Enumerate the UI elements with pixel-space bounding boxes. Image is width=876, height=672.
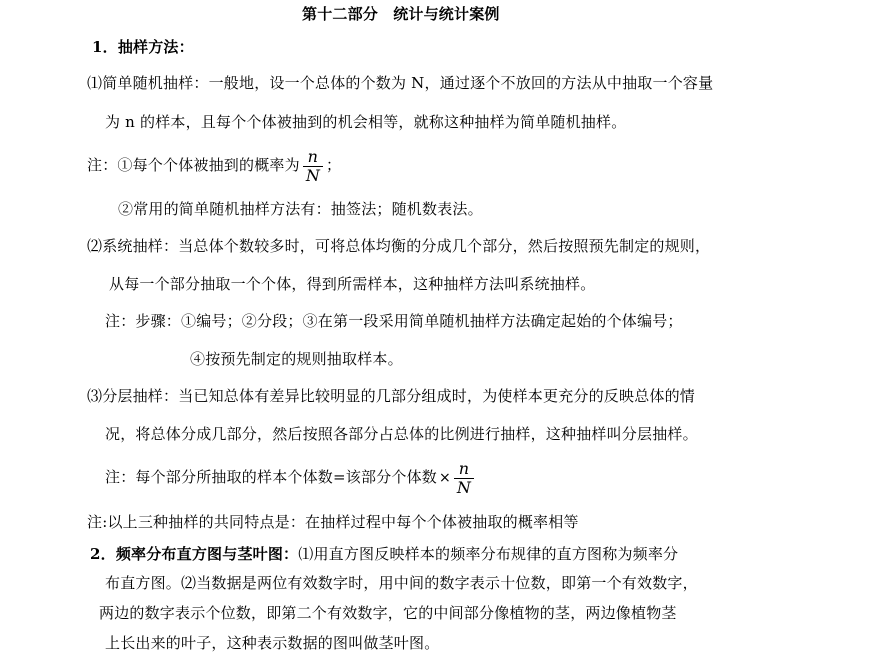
note-stratified-count <box>105 458 477 497</box>
section-2-line-4: 上长出来的叶子，这种表示数据的图叫做茎叶图。 <box>105 634 440 652</box>
fraction-denominator: N <box>303 166 323 185</box>
fraction-n-over-N-2 <box>454 460 474 497</box>
fraction-denominator-2: N <box>454 478 474 497</box>
note-probability-text: 注：①每个个体被抽到的概率为 <box>87 156 300 174</box>
section-2-line-2: 布直方图。⑵当数据是两位有效数字时，用中间的数字表示十位数，即第一个有效数字， <box>105 574 698 592</box>
section-2-line-3: 两边的数字表示个位数，即第二个有效数字，它的中间部分像植物的茎，两边像植物茎 <box>99 604 677 622</box>
systematic-steps-line-1: 注：步骤：①编号；②分段；③在第一段采用简单随机抽样方法确定起始的个体编号； <box>105 312 683 330</box>
note-common-methods: ②常用的简单随机抽样方法有：抽签法；随机数表法。 <box>118 200 483 218</box>
section-1-heading: 1．抽样方法： <box>92 38 194 56</box>
stratified-sampling-line-2: 况，将总体分成几部分，然后按照各部分占总体的比例进行抽样，这种抽样叫分层抽样。 <box>105 425 698 443</box>
systematic-sampling-line-1: ⑵系统抽样：当总体个数较多时，可将总体均衡的分成几个部分，然后按照预先制定的规则， <box>87 237 711 255</box>
systematic-sampling-line-2: 从每一个部分抽取一个个体，得到所需样本，这种抽样方法叫系统抽样。 <box>109 275 596 293</box>
page-title: 第十二部分 统计与统计案例 <box>302 5 500 23</box>
common-feature-note: 注:以上三种抽样的共同特点是：在抽样过程中每个个体被抽取的概率相等 <box>87 513 579 531</box>
note-probability <box>87 146 341 185</box>
fraction-n-over-N <box>303 148 323 185</box>
fraction-numerator-2: n <box>458 458 470 478</box>
section-2-heading: 2．频率分布直方图与茎叶图： <box>90 545 299 563</box>
note-probability-suffix: ； <box>326 156 342 174</box>
simple-random-sampling-line-2: 为 n 的样本，且每个个体被抽到的机会相等，就称这种抽样为简单随机抽样。 <box>105 113 627 131</box>
times-sign: × <box>438 470 451 486</box>
fraction-numerator: n <box>307 146 319 166</box>
section-2-line-1 <box>90 544 678 564</box>
stratified-sampling-line-1: ⑶分层抽样：当已知总体有差异比较明显的几部分组成时，为使样本更充分的反映总体的情 <box>87 387 696 405</box>
systematic-steps-line-2: ④按预先制定的规则抽取样本。 <box>190 350 403 368</box>
simple-random-sampling-line-1: ⑴简单随机抽样：一般地，设一个总体的个数为 N，通过逐个不放回的方法从中抽取一个容量 <box>87 74 714 92</box>
section-2-line-1-text: ⑴用直方图反映样本的频率分布规律的直方图称为频率分 <box>298 545 679 563</box>
note-stratified-text: 注：每个部分所抽取的样本个体数=该部分个体数 <box>105 468 437 486</box>
